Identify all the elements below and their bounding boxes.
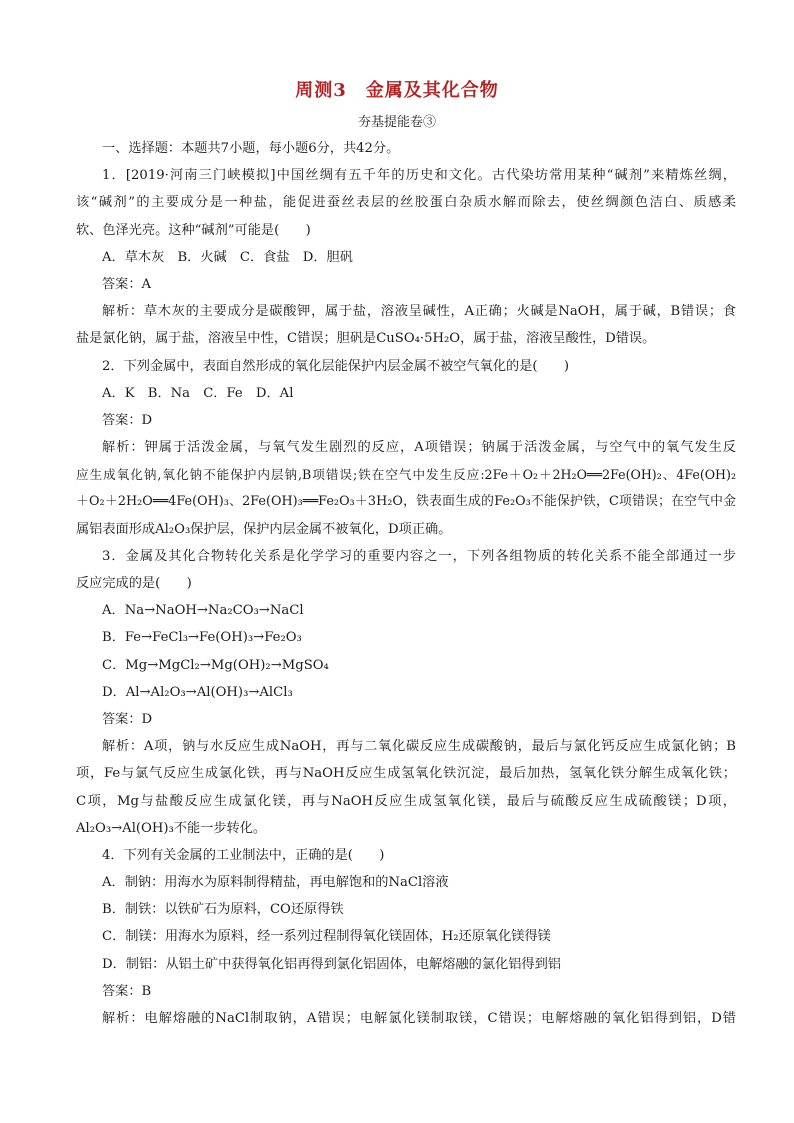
question-1-text: 软、色泽光亮。这种“碱剂”可能是( ) <box>76 222 311 238</box>
question-2-analysis: 解析：钾属于活泼金属，与氧气发生剧烈的反应，A项错误；钠属于活泼金属，与空气中的氧气发生反 <box>102 440 736 456</box>
question-2-text: 2．下列金属中，表面自然形成的氧化层能保护内层金属不被空气氧化的是( ) <box>102 358 570 374</box>
question-3-analysis: C项，Mg与盐酸反应生成氯化镁，再与NaOH反应生成氢氧化镁，最后与硫酸反应生成硫酸镁；D项， <box>76 793 736 809</box>
question-3-analysis: 解析：A项，钠与水反应生成NaOH，再与二氧化碳反应生成碳酸钠，最后与氯化钙反应生成氯化钠；B <box>102 739 736 755</box>
question-1-analysis: 盐是氯化钠，属于盐，溶液呈中性，C错误；胆矾是CuSO₄·5H₂O，属于盐，溶液呈酸性，D错误。 <box>76 331 656 347</box>
document-body <box>76 135 736 1032</box>
question-4-option-d: D．制铝：从铝土矿中获得氧化铝再得到氯化铝固体，电解熔融的氯化铝得到铝 <box>102 956 561 972</box>
question-3-option-c: C．Mg→MgCl₂→Mg(OH)₂→MgSO₄ <box>102 657 329 673</box>
page-title: 周测3 金属及其化合物 <box>295 80 499 101</box>
section-heading: 一、选择题：本题共7小题，每小题6分，共42分。 <box>102 141 400 156</box>
question-2-analysis: 应生成氧化钠,氧化钠不能保护内层钠,B项错误;铁在空气中发生反应:2Fe＋O₂＋2H₂O══2Fe(OH)₂、4Fe(OH)₂ <box>76 467 736 483</box>
question-3-text: 3．金属及其化合物转化关系是化学学习的重要内容之一，下列各组物质的转化关系不能全部通过一步 <box>102 548 736 564</box>
question-1-analysis: 解析：草木灰的主要成分是碳酸钾，属于盐，溶液呈碱性，A正确；火碱是NaOH，属于碱，B错误；食 <box>102 304 736 320</box>
question-1-text: 该“碱剂”的主要成分是一种盐，能促进蚕丝表层的丝胶蛋白杂质水解而除去，使丝绸颜色洁白、质感柔 <box>76 195 736 211</box>
question-4-option-b: B．制铁：以铁矿石为原料，CO还原得铁 <box>102 902 344 918</box>
question-4-answer: 答案：B <box>102 983 152 999</box>
question-3-option-d: D．Al→Al₂O₃→Al(OH)₃→AlCl₃ <box>102 684 293 700</box>
question-4-option-c: C．制镁：用海水为原料，经一系列过程制得氧化镁固体，H₂还原氧化镁得镁 <box>102 929 551 945</box>
question-2-analysis: ＋O₂＋2H₂O══4Fe(OH)₃、2Fe(OH)₃══Fe₂O₃＋3H₂O，铁表面生成的Fe₂O₃不能保护铁，C项错误；在空气中金 <box>76 494 736 510</box>
question-4-option-a: A．制钠：用海水为原料制得精盐，再电解饱和的NaCl溶液 <box>102 875 449 891</box>
question-3-text: 反应完成的是( ) <box>76 576 192 591</box>
question-1-options: A．草木灰 B．火碱 C．食盐 D．胆矾 <box>102 249 353 265</box>
question-1-answer: 答案：A <box>102 276 152 292</box>
question-2-answer: 答案：D <box>102 412 153 428</box>
question-4-text: 4．下列有关金属的工业制法中，正确的是( ) <box>102 847 385 863</box>
question-3-analysis: Al₂O₃→Al(OH)₃不能一步转化。 <box>76 820 267 836</box>
question-4-analysis: 解析：电解熔融的NaCl制取钠，A错误；电解氯化镁制取镁，C错误；电解熔融的氧化铝得到铝，D错 <box>102 1011 736 1026</box>
question-1-text: 1．[2019·河南三门峡模拟]中国丝绸有五千年的历史和文化。古代染坊常用某种“碱剂”来精炼丝绸， <box>102 168 736 184</box>
question-2-options: A．K B．Na C．Fe D．Al <box>102 385 294 401</box>
question-2-analysis: 属铝表面形成Al₂O₃保护层，保护内层金属不被氧化，D项正确。 <box>76 521 452 537</box>
question-3-option-a: A．Na→NaOH→Na₂CO₃→NaCl <box>102 603 304 619</box>
question-3-analysis: 项，Fe与氯气反应生成氯化铁，再与NaOH反应生成氢氧化铁沉淀，最后加热，氢氧化铁分解生成氧化铁； <box>76 766 736 782</box>
page-subtitle: 夯基提能卷③ <box>357 115 436 130</box>
question-3-answer: 答案：D <box>102 711 153 727</box>
question-3-option-b: B．Fe→FeCl₃→Fe(OH)₃→Fe₂O₃ <box>102 630 302 646</box>
